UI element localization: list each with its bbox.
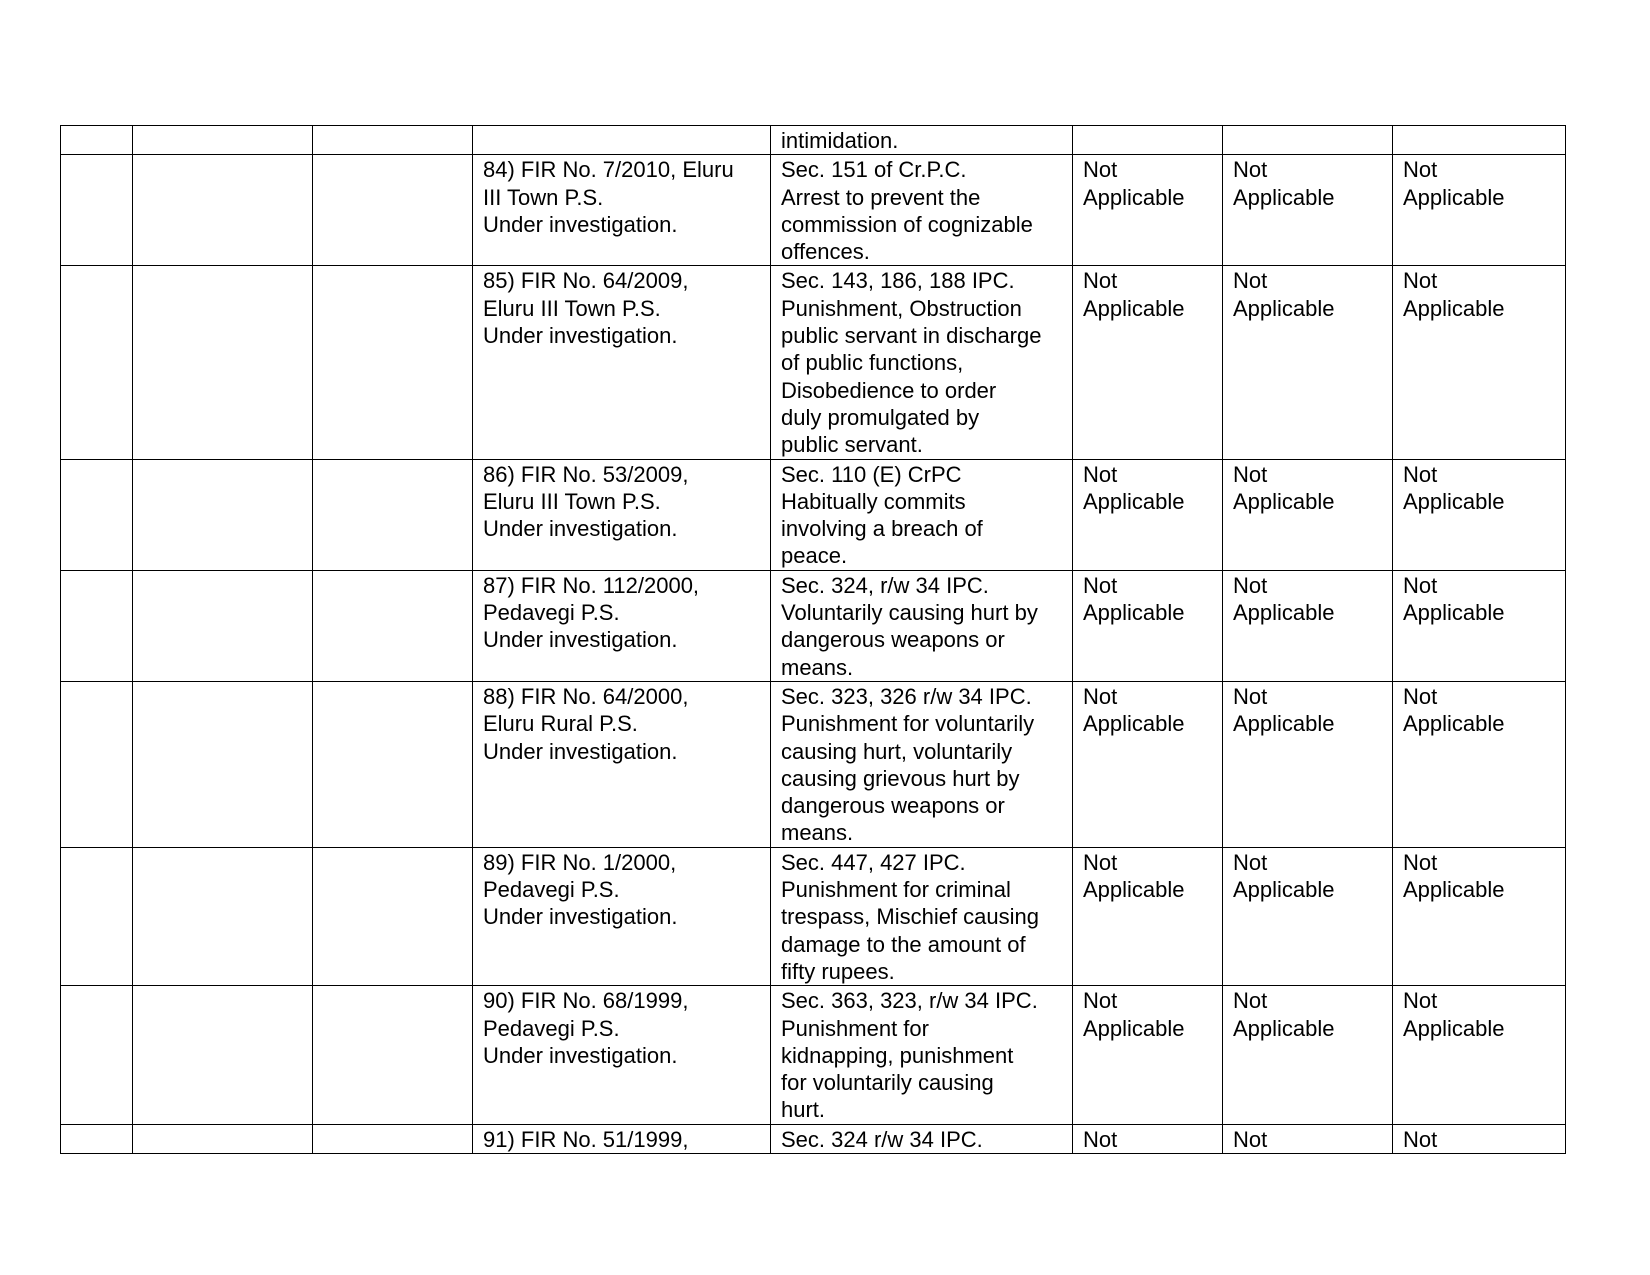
cell-text-line: Not [1083, 849, 1118, 875]
case-details-cell [473, 126, 771, 155]
cell-text-line: 88) FIR No. 64/2000, [483, 683, 689, 709]
cell-text-line: Not [1403, 461, 1438, 487]
case-details-cell [473, 155, 771, 266]
cell-text-line: of public functions, [781, 350, 964, 376]
cell-text-line: Applicable [1233, 488, 1335, 514]
case-details-cell [473, 986, 771, 1124]
charges-framed-cell [1073, 1124, 1223, 1153]
conviction-cell [1223, 570, 1393, 681]
case-details-cell [473, 847, 771, 985]
cell-text-line: Sec. 324, r/w 34 IPC. [781, 572, 989, 598]
name-cell [133, 459, 313, 570]
punishment-cell [1393, 126, 1566, 155]
cell-text-line: Under investigation. [483, 1042, 678, 1068]
cell-text-line: Applicable [1233, 877, 1335, 903]
cell-text-line: Not [1083, 268, 1118, 294]
cell-text-line: Applicable [1403, 488, 1505, 514]
punishment-cell [1393, 266, 1566, 459]
cell-text-line: Not [1403, 157, 1438, 183]
cell-text-line: Applicable [1403, 295, 1505, 321]
cell-text-line: means. [781, 820, 854, 846]
case-details-cell [473, 570, 771, 681]
cell-text-line: Not [1083, 461, 1118, 487]
table-row [61, 570, 1566, 681]
sections-cell [771, 1124, 1073, 1153]
cell-text-line: Pedavegi P.S. [483, 877, 620, 903]
punishment-cell [1393, 847, 1566, 985]
cell-text-line: Under investigation. [483, 904, 678, 930]
conviction-cell [1223, 155, 1393, 266]
cell-text-line: Applicable [1083, 711, 1185, 737]
table-row [61, 459, 1566, 570]
cell-text-line: dangerous weapons or [781, 793, 1005, 819]
cell-text-line: fifty rupees. [781, 958, 895, 984]
cell-text-line: Sec. 143, 186, 188 IPC. [781, 268, 1015, 294]
cell-text-line: Not [1403, 1126, 1438, 1152]
conviction-cell [1223, 126, 1393, 155]
cell-text-line: Not [1233, 1126, 1268, 1152]
cell-text-line: 86) FIR No. 53/2009, [483, 461, 689, 487]
relation-cell [313, 1124, 473, 1153]
charges-framed-cell [1073, 681, 1223, 847]
relation-cell [313, 681, 473, 847]
case-details-cell [473, 266, 771, 459]
cell-text-line: Not [1403, 268, 1438, 294]
relation-cell [313, 155, 473, 266]
conviction-cell [1223, 847, 1393, 985]
relation-cell [313, 570, 473, 681]
name-cell [133, 1124, 313, 1153]
cell-text-line: Sec. 363, 323, r/w 34 IPC. [781, 988, 1038, 1014]
relation-cell [313, 847, 473, 985]
cell-text-line: Not [1233, 849, 1268, 875]
cell-text-line: Not [1233, 683, 1268, 709]
cell-text-line: hurt. [781, 1097, 826, 1123]
cell-text-line: Not [1083, 157, 1118, 183]
cell-text-line: trespass, Mischief causing [781, 904, 1039, 930]
cell-text-line: Eluru III Town P.S. [483, 295, 661, 321]
cell-text-line: Applicable [1403, 600, 1505, 626]
charges-framed-cell [1073, 847, 1223, 985]
cell-text-line: causing hurt, voluntarily [781, 738, 1013, 764]
serial-cell [61, 459, 133, 570]
cell-text-line: involving a breach of [781, 516, 983, 542]
cell-text-line: Arrest to prevent the [781, 184, 981, 210]
cell-text-line: 87) FIR No. 112/2000, [483, 572, 700, 598]
cell-text-line: III Town P.S. [483, 184, 604, 210]
case-table [60, 125, 1566, 1154]
serial-cell [61, 155, 133, 266]
charges-framed-cell [1073, 126, 1223, 155]
cell-text-line: Not [1083, 683, 1118, 709]
name-cell [133, 570, 313, 681]
case-details-cell [473, 459, 771, 570]
cell-text-line: Disobedience to order [781, 377, 997, 403]
cell-text-line: causing grievous hurt by [781, 765, 1020, 791]
cell-text-line: Not [1233, 988, 1268, 1014]
relation-cell [313, 266, 473, 459]
case-table-body [61, 126, 1566, 1154]
conviction-cell [1223, 459, 1393, 570]
sections-cell [771, 266, 1073, 459]
cell-text-line: public servant in discharge [781, 323, 1042, 349]
serial-cell [61, 126, 133, 155]
serial-cell [61, 1124, 133, 1153]
sections-cell [771, 681, 1073, 847]
conviction-cell [1223, 986, 1393, 1124]
cell-text-line: Not [1083, 572, 1118, 598]
charges-framed-cell [1073, 155, 1223, 266]
serial-cell [61, 570, 133, 681]
cell-text-line: Not [1403, 683, 1438, 709]
table-row [61, 847, 1566, 985]
cell-text-line: 90) FIR No. 68/1999, [483, 988, 689, 1014]
cell-text-line: Sec. 324 r/w 34 IPC. [781, 1126, 983, 1152]
cell-text-line: Eluru Rural P.S. [483, 711, 638, 737]
cell-text-line: Applicable [1083, 184, 1185, 210]
sections-cell [771, 847, 1073, 985]
cell-text-line: 89) FIR No. 1/2000, [483, 849, 677, 875]
case-details-cell [473, 1124, 771, 1153]
cell-text-line: Applicable [1083, 488, 1185, 514]
name-cell [133, 681, 313, 847]
cell-text-line: Pedavegi P.S. [483, 600, 620, 626]
cell-text-line: Under investigation. [483, 738, 678, 764]
cell-text-line: Applicable [1403, 711, 1505, 737]
cell-text-line: Punishment for voluntarily [781, 711, 1035, 737]
conviction-cell [1223, 266, 1393, 459]
sections-cell [771, 986, 1073, 1124]
cell-text-line: for voluntarily causing [781, 1070, 994, 1096]
punishment-cell [1393, 155, 1566, 266]
cell-text-line: duly promulgated by [781, 404, 980, 430]
cell-text-line: Applicable [1083, 877, 1185, 903]
serial-cell [61, 847, 133, 985]
cell-text-line: Applicable [1083, 1015, 1185, 1041]
table-row [61, 1124, 1566, 1153]
cell-text-line: offences. [781, 239, 870, 265]
cell-text-line: dangerous weapons or [781, 627, 1005, 653]
cell-text-line: Applicable [1403, 184, 1505, 210]
cell-text-line: Not [1403, 988, 1438, 1014]
cell-text-line: peace. [781, 543, 848, 569]
charges-framed-cell [1073, 266, 1223, 459]
cell-text-line: Sec. 447, 427 IPC. [781, 849, 966, 875]
relation-cell [313, 986, 473, 1124]
cell-text-line: Applicable [1233, 711, 1335, 737]
case-details-cell [473, 681, 771, 847]
cell-text-line: 85) FIR No. 64/2009, [483, 268, 689, 294]
cell-text-line: Applicable [1233, 295, 1335, 321]
cell-text-line: kidnapping, punishment [781, 1042, 1014, 1068]
conviction-cell [1223, 681, 1393, 847]
punishment-cell [1393, 986, 1566, 1124]
cell-text-line: 91) FIR No. 51/1999, [483, 1126, 689, 1152]
cell-text-line: damage to the amount of [781, 931, 1026, 957]
serial-cell [61, 266, 133, 459]
cell-text-line: Eluru III Town P.S. [483, 488, 661, 514]
punishment-cell [1393, 570, 1566, 681]
cell-text-line: Not [1403, 572, 1438, 598]
cell-text-line: Not [1403, 849, 1438, 875]
cell-text-line: Pedavegi P.S. [483, 1015, 620, 1041]
cell-text-line: Applicable [1233, 1015, 1335, 1041]
cell-text-line: Sec. 323, 326 r/w 34 IPC. [781, 683, 1032, 709]
name-cell [133, 155, 313, 266]
cell-text-line: Applicable [1403, 1015, 1505, 1041]
cell-text-line: Under investigation. [483, 627, 678, 653]
relation-cell [313, 459, 473, 570]
cell-text-line: Punishment, Obstruction [781, 295, 1022, 321]
charges-framed-cell [1073, 459, 1223, 570]
serial-cell [61, 986, 133, 1124]
sections-cell [771, 570, 1073, 681]
table-row [61, 681, 1566, 847]
cell-text-line: intimidation. [781, 128, 899, 153]
serial-cell [61, 681, 133, 847]
sections-cell [771, 126, 1073, 155]
cell-text-line: Sec. 151 of Cr.P.C. [781, 157, 967, 183]
name-cell [133, 126, 313, 155]
cell-text-line: Applicable [1083, 295, 1185, 321]
cell-text-line: 84) FIR No. 7/2010, Eluru [483, 157, 734, 183]
cell-text-line: Not [1233, 268, 1268, 294]
cell-text-line: Under investigation. [483, 516, 678, 542]
name-cell [133, 986, 313, 1124]
charges-framed-cell [1073, 570, 1223, 681]
cell-text-line: Not [1083, 988, 1118, 1014]
cell-text-line: commission of cognizable [781, 211, 1033, 237]
punishment-cell [1393, 1124, 1566, 1153]
punishment-cell [1393, 459, 1566, 570]
name-cell [133, 847, 313, 985]
cell-text-line: Applicable [1233, 600, 1335, 626]
table-row [61, 986, 1566, 1124]
cell-text-line: Not [1233, 461, 1268, 487]
cell-text-line: Not [1083, 1126, 1118, 1152]
charges-framed-cell [1073, 986, 1223, 1124]
table-row [61, 266, 1566, 459]
cell-text-line: Under investigation. [483, 323, 678, 349]
cell-text-line: Applicable [1233, 184, 1335, 210]
sections-cell [771, 155, 1073, 266]
cell-text-line: Under investigation. [483, 211, 678, 237]
cell-text-line: Punishment for [781, 1015, 929, 1041]
cell-text-line: Punishment for criminal [781, 877, 1011, 903]
cell-text-line: Not [1233, 157, 1268, 183]
cell-text-line: means. [781, 654, 854, 680]
cell-text-line: Habitually commits [781, 488, 966, 514]
cell-text-line: Applicable [1083, 600, 1185, 626]
conviction-cell [1223, 1124, 1393, 1153]
sections-cell [771, 459, 1073, 570]
relation-cell [313, 126, 473, 155]
table-row [61, 155, 1566, 266]
punishment-cell [1393, 681, 1566, 847]
table-row [61, 126, 1566, 155]
cell-text-line: Applicable [1403, 877, 1505, 903]
name-cell [133, 266, 313, 459]
cell-text-line: public servant. [781, 432, 923, 458]
cell-text-line: Not [1233, 572, 1268, 598]
cell-text-line: Sec. 110 (E) CrPC [781, 461, 962, 487]
cell-text-line: Voluntarily causing hurt by [781, 600, 1038, 626]
